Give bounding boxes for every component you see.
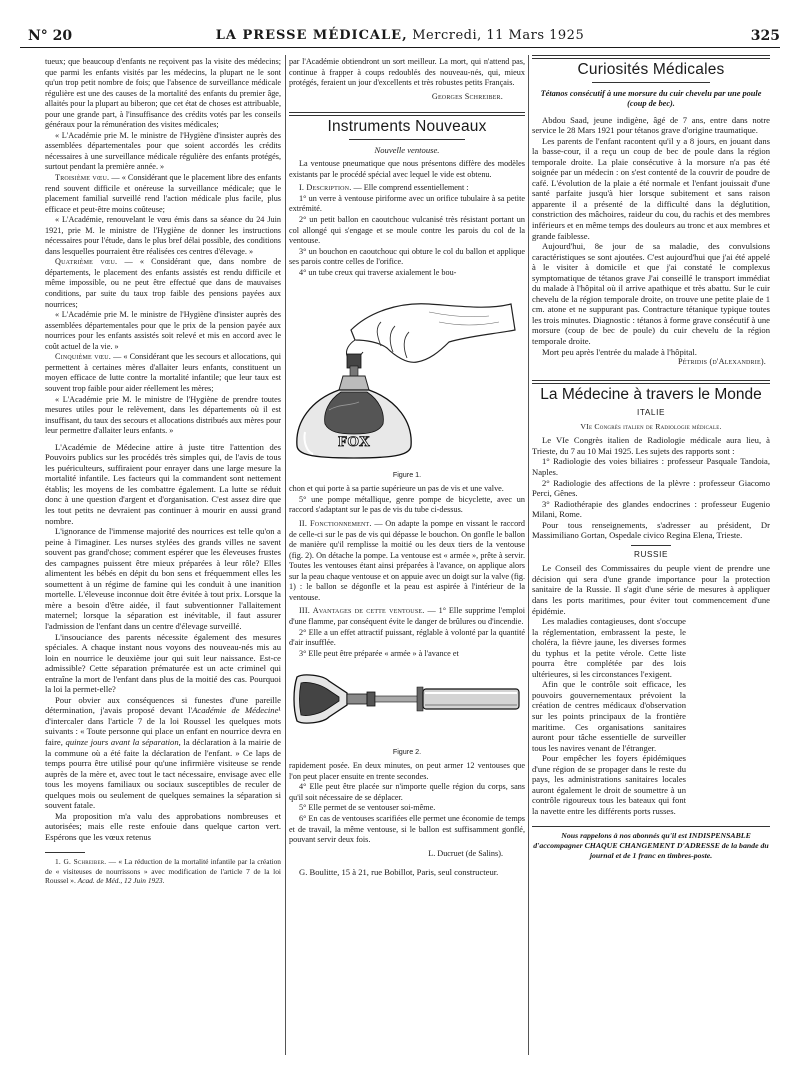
footnote-text: — « La réduction de la mortalité infantile par la création de « visiteuses de nourrissons » avec modification de l'article 7 de la loi Roussel ».: [45, 857, 281, 886]
paragraph: Les parents de l'enfant racontent qu'il y a 8 jours, en jouant dans la basse-cour, il a reçu un coup de bec de poule dans la région temporale droite. La plaie consécutive à la morsure n'a pas été soignée par un médecin : on s'est contenté de la couvrir de poudre de café. L'évolution de la plaie a été normale et l'enfant jouissait d'une santé parfaite jusqu'à hier lorsque subitement et sans raison apparente il a présenté de la difficulté dans la déglutition, constriction des mâchoires, raideur du cou, du rachis et des membres inférieurs et en même temps des douleurs au tronc et aux membres et grande faiblesse.: [532, 135, 770, 241]
paragraph-text: — On adapte la pompe en vissant le raccord de celle-ci sur le pas de vis qui dépasse le bouchon. On gonfle le ballon de manière qu'il remplisse la moitié ou les deux tiers de la ventouse (fig. 2). On détache la pompe. La ventouse est « armée », prête à servir. Toutes les ventouses étant ainsi préparées à l'avance, on applique alors sur la peau chaque ventouse et on appuie avec un doigt sur la valve (fig. 1) : le ballon se dégonfle et la peau est aspirée à l'intérieur de la ventouse.: [289, 519, 525, 602]
figure-2: [289, 663, 525, 757]
paragraph: [289, 606, 525, 627]
paragraph-text: — « Considérant que le placement libre des enfants rend souvent difficile et onéreuse la surveillance médicale; que le placement familial surveillé rend l'action médicale plus facile, plus efficace et peut-être moins coûteuse;: [45, 173, 282, 214]
separator: [532, 826, 770, 827]
map-placeholder: [690, 616, 770, 826]
column-middle: [289, 57, 525, 1062]
paragraph: 1° Radiologie des voies biliaires : professeur Pasquale Tandoia, Naples.: [532, 456, 770, 477]
paragraph: 4° Elle peut être placée sur n'importe quelle région du corps, sans qu'il soit nécessaire de se déplacer.: [289, 782, 525, 802]
title-underline: [349, 139, 465, 140]
footnote-rule: [45, 852, 85, 853]
paragraph: 1° un verre à ventouse piriforme avec un orifice tubulaire à sa petite extrémité.: [289, 193, 525, 214]
part-heading: III. Avantages de cette ventouse.: [299, 606, 425, 616]
paragraph: 3° Radiothérapie des glandes endocrines : professeur Eugenio Milani, Rome.: [532, 498, 770, 520]
paragraph: Ma proposition m'a valu des approbations nombreuses et autorisées; mais elle reste enfouie dans quelque carton vert. Espérons que les vœux retenus: [45, 810, 281, 842]
section-rule: [532, 55, 770, 59]
cup-pump-illustration: [289, 663, 525, 741]
issue-number: N° 20: [28, 28, 73, 44]
paragraph-text: — « Considérant que, dans nombre de départements, le placement des enfants assistés est rendu difficile et même impossible, ou ne peut être effectué que dans de mauvaises conditions, par suite du taux trop faible des pensions payées aux nourrices;: [45, 257, 282, 309]
paragraph: Abdou Saad, jeune indigène, âgé de 7 ans, entre dans notre service le 28 Mars 1921 pour tétanos grave d'origine traumatique.: [532, 114, 770, 136]
paragraph: Les maladies contagieuses, dont s'occupe la réglementation, embrassent la peste, le choléra, la fièvre jaune, les diverses formes du typhus et la petite vérole. Cette liste pourra être complétée par des lois ultérieures, si les circonstances l'exigent.: [532, 616, 686, 679]
paragraph-text: — 1° Elle supprime l'emploi d'une flamme, par conséquent évite le danger de brûlures ou d'incendie.: [289, 606, 525, 626]
footnote: [45, 857, 281, 885]
column-left: [45, 57, 281, 1062]
country-heading: ITALIE: [636, 408, 666, 418]
paragraph: 5° Elle permet de se ventouser soi-même.: [299, 803, 436, 813]
paragraph: [45, 173, 281, 215]
paragraph: Afin que le contrôle soit efficace, les pouvoirs gouvernementaux prévoient la création de centres médicaux d'observation sur les points principaux de la frontière maritime. Ces organisations sanitaires auront pour tâche essentielle de surveiller tous les navires venant de l'étranger.: [532, 679, 686, 753]
paragraph-text: ¹ d'intercaler dans l'article 7 de la loi Roussel les quelques mots suivants : « Toute personne qui place un enfant en nourrice devra en faire,: [45, 705, 281, 747]
figure-caption: Figure 2.: [392, 746, 422, 756]
page-number: 325: [750, 28, 780, 44]
paragraph: chon et qui porte à sa partie supérieure un pas de vis et une valve.: [289, 484, 504, 494]
voeu-heading: Cinquième vœu.: [55, 352, 112, 362]
part-heading: I. Description.: [299, 183, 352, 193]
congress-heading: VIe Congrès italien de Radiologie médicale.: [580, 421, 722, 431]
fig1-label: FOX: [338, 434, 370, 451]
paragraph: 3° un bouchon en caoutchouc qui obture le col du ballon et applique ses parois contre celles de l'orifice.: [289, 246, 525, 267]
title-underline: [592, 82, 710, 83]
country-heading: RUSSIE: [633, 549, 669, 559]
paragraph: « L'Académie prie M. le ministre de l'Hygiène de prendre toutes mesures utiles pour le relèvement, dans les départements où il est insuffisant, du taux des secours et allocations distribués aux mères pour leur permettre d'allaiter leurs enfants. »: [45, 394, 281, 436]
paragraph: par l'Académie obtiendront un sort meilleur. La mort, qui n'attend pas, continue à frapper à coups redoublés des nouveau-nés, qui, mieux protégés, feraient un jour d'excellents et très robustes petits Français.: [289, 57, 525, 88]
paragraph: La ventouse pneumatique que nous présentons diffère des modèles existants par le procédé spécial avec lequel le vide est obtenu.: [289, 159, 525, 179]
section-rule: [532, 380, 770, 384]
paragraph-text: , la déclaration à la mairie de la commune où a été faite la déclaration de l'enfant. » Ce laps de temps pourra être utilisé pour qu'une infirmière visiteuse se rende auprès de la mère et, avec tout le tact nécessaire, envisage avec elle tous les moyens familiaux ou sociaux susceptibles de reculer de quelques mois ou seulement de quelques semaines la séparation si souvent fatale.: [45, 737, 281, 811]
paragraph-text: — « Considérant que les secours et allocations, qui permettent à certaines mères d'allaiter leurs enfants, constituent un moyen efficace de lutte contre la mortalité infantile; que leur taux est souvent trop faible pour aider réellement les mères;: [45, 352, 281, 393]
paragraph: L'insouciance des parents nécessite également des mesures spéciales. A chaque instant nous voyons des nouveau-nés mis au loin en nourrice le deuxième jour qui suit leur naissance. Est-ce admissible? Cette séparation prématurée est un acte criminel qui entraîne la mort de l'enfant dans plus de la moitié des cas. Pourquoi la loi la permet-elle?: [45, 631, 281, 695]
hand-cup-illustration: [289, 282, 525, 464]
column-right: [532, 57, 770, 1062]
section-rule: [289, 112, 525, 116]
signature: Pétridis (d'Alexandrie).: [678, 357, 766, 367]
paragraph: 4° un tube creux qui traverse axialement le bou-: [299, 267, 457, 277]
paragraph: « L'Académie prie M. le ministre de l'Hygiène d'insister auprès des assemblées départementales pour que soient accordés les crédits nécessaires à une surveillance médicale régulière des enfants protégés, surtout pendant la première année. »: [45, 130, 281, 172]
column-divider: [285, 55, 286, 1055]
paragraph: Pour tous renseignements, s'adresser au président, Dr Massimiliano Gortan, Ospedale civico Regina Elena, Trieste.: [532, 519, 770, 541]
paragraph: Aujourd'hui, 8e jour de sa maladie, des convulsions caractéristiques se sont ajoutées. C'est aujourd'hui que j'ai été appelé à le visiter à domicile et que j'ai constaté le complexus symptomatique de tétanos grave J'ai conseillé le transport immédiat du malade à l'hôpital où il arrive apathique et très abattu. Sur le cuir chevelu de la région temporale droite, on trouve une petite plaie de 1 cm. atone et ne suppurant pas. Contracture tétanique typique toutes les trois minutes. Diagnostic : tétanos à forme grave consécutif à une morsure (coup de bec de poule) du cuir chevelu de la région temporale droite.: [532, 241, 770, 347]
journal-name: LA PRESSE MÉDICALE,: [215, 28, 408, 43]
paragraph: « L'Académie prie M. le ministre de l'Hygiène d'insister auprès des assemblées départementales pour que le prix de la pension payée aux nourrices pour les enfants assistés soit relevé et mis en accord avec le coût actuel de la vie. »: [45, 310, 281, 351]
paragraph-italic: Académie de Médecine: [192, 705, 279, 716]
section-title: La Médecine à travers le Monde: [540, 385, 762, 403]
part-heading: II. Fonctionnement.: [299, 519, 372, 529]
voeu-heading: Quatrième vœu.: [55, 257, 118, 267]
paragraph: Pour empêcher les foyers épidémiques d'une région de se propager dans le reste du pays, les administrations sanitaires locales auront également le droit de soumettre à un contrôle rigoureux tous les bateaux qui font la navette entre les différents ports russes.: [532, 753, 686, 816]
paragraph: 2° Radiologie des affections de la plèvre : professeur Giacomo Perci, Gênes.: [532, 477, 770, 499]
paragraph: [45, 352, 281, 394]
page-header: [20, 28, 780, 48]
paragraph: G. Boulitte, 15 à 21, rue Bobillot, Paris, seul constructeur.: [299, 867, 499, 878]
paragraph-italic: quinze jours avant la séparation: [65, 737, 179, 747]
section-title: Curiosités Médicales: [577, 61, 725, 78]
paragraph-text: — Elle comprend essentiellement :: [351, 183, 469, 193]
subscriber-notice: Nous rappelons à nos abonnés qu'il est INDISPENSABLE d'accompagner CHAQUE CHANGEMENT D'ADRESSE de la bande du journal et de 1 franc en timbres-poste.: [533, 831, 769, 860]
figure-1: [289, 282, 525, 480]
paragraph: Mort peu après l'entrée du malade à l'hôpital.: [542, 346, 697, 357]
paragraph: 2° un petit ballon en caoutchouc vulcanisé très résistant portant un col allongé qui s'engage et se moule contre les parois du col de la ventouse.: [289, 215, 525, 246]
paragraph: Le VIe Congrès italien de Radiologie médicale aura lieu, à Trieste, du 7 au 10 Mai 1925. Les sujets des rapports sont :: [532, 435, 770, 456]
paragraph: [45, 257, 281, 310]
paragraph: tueux; que beaucoup d'enfants ne reçoivent pas la visite des médecins; que parmi les enfants visités par les médecins, la plupart ne le sont qu'un trop petit nombre de fois; que l'absence de surveillance médicale régulière est une des causes de la mortalité des enfants du premier âge, allaités pour la plupart au biberon; que cet état de choses est attribuable, pour une grande part, à l'insuffisance des crédits votés par les conseils généraux pour la rémunération des visites médicales;: [45, 57, 281, 130]
section-subtitle: Nouvelle ventouse.: [374, 144, 440, 155]
paragraph: [45, 695, 281, 811]
paragraph: rapidement posée. En deux minutes, on peut armer 12 ventouses que l'on peut placer ensuite en trente secondes.: [289, 761, 525, 781]
paragraph: Le Conseil des Commissaires du peuple vient de prendre une décision qui sera d'une grande importance pour la protection sanitaire de la Russie. Il s'agit d'une série de mesures à appliquer dans les ports maritimes, pour éviter tout commencement d'une épidémie.: [532, 563, 770, 616]
voeu-heading: Troisième vœu.: [55, 173, 110, 183]
journal-date: Mercredi, 11 Mars 1925: [407, 28, 585, 43]
paragraph: 2° Elle a un effet attractif puissant, réglable à volonté par la quantité d'air insufflée.: [289, 627, 525, 648]
paragraph: 5° une pompe métallique, genre pompe de bicyclette, avec un raccord s'adaptant sur le pas de vis du tube ci-dessus.: [289, 494, 525, 515]
paragraph: [289, 519, 525, 603]
column-divider: [528, 55, 529, 1055]
paragraph: 6° En cas de ventouses scarifiées elle permet une économie de temps et de travail, la même ventouse, si le ballon est suffisamment gonflé, pouvant servir deux fois.: [289, 813, 525, 845]
paragraph-text: Pour obvier aux conséquences si funestes d'une pareille détermination, j'avais proposé devant l': [45, 694, 281, 716]
journal-title: [20, 28, 780, 43]
signature: L. Ducruet (de Salins).: [428, 848, 503, 858]
paragraph: 3° Elle peut être préparée « armée » à l'avance et: [299, 648, 459, 658]
article-subtitle: Tétanos consécutif à une morsure du cuir chevelu par une poule (coup de bec).: [540, 88, 762, 108]
footnote-author: 1. G. Schreiber.: [55, 857, 107, 867]
separator: [631, 545, 671, 546]
footnote-source: Acad. de Méd., 12 Juin 1923.: [77, 876, 165, 886]
paragraph: L'ignorance de l'immense majorité des nourrices est telle qu'on a peine à l'imaginer. Les nurses stylées des grands villes ne savent souvent pas grand'chose; comment espérer que les éleveuses frustes des campagnes puissent être mieux préparées à leur rôle? Elles alimentent les bébés en dépit du bon sens et fréquemment elles les soumettent à un régime de famine qui les conduit à une inanition mortelle. L'éleveuse inconnue doit être évitée à tout prix. Lorsque la mère a besoin d'être aidée, il faut subventionner l'allaitement maternel; lorsque la séparation est inévitable, il faut assurer l'admission de l'enfant dans un centre d'élevage surveillé.: [45, 526, 281, 631]
signature: Georges Schreiber.: [431, 91, 503, 101]
paragraph: L'Académie de Médecine attire à juste titre l'attention des Pouvoirs publics sur les procédés très simples qui, de l'avis de tous les puériculteurs, suffiraient pour enrayer dans une large mesure la mortalité infantile. Les facteurs qui la commandent sont nettement établis; les moyens de les combattre également. La lutte se réduit donc à une question d'argent et d'organisation. C'est assez dire que les tout petits ne devraient pas continuer à mourir en aussi grand nombre.: [45, 441, 281, 526]
section-title: Instruments Nouveaux: [327, 118, 487, 136]
paragraph: [289, 183, 525, 194]
figure-caption: Figure 1.: [392, 469, 422, 479]
paragraph: « L'Académie, renouvelant le vœu émis dans sa séance du 24 Juin 1921, prie M. le ministre de l'Hygiène de donner les instructions nécessaires pour l'étude, dans le plus bref délai possible, des conditions dans lesquelles pourraient être réalisées ces centres d'élevage. »: [45, 215, 281, 256]
